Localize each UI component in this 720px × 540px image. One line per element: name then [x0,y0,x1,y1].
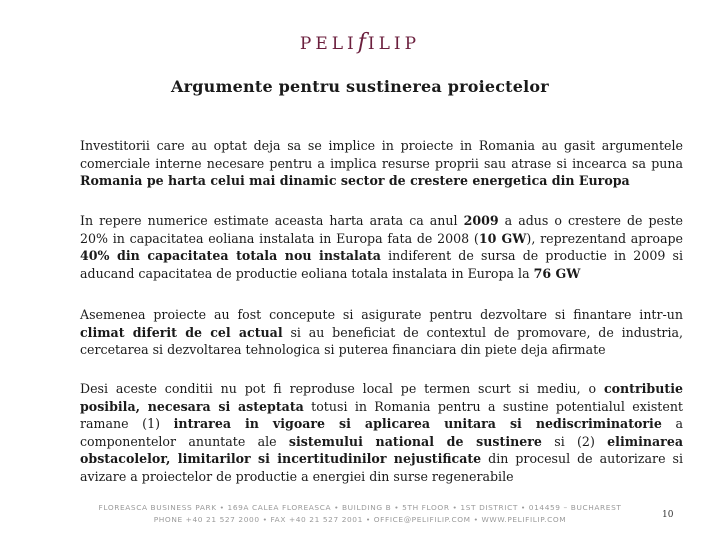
body-text: ), reprezentand aproape [526,230,683,246]
emphasis-text: contributie posibila, necesara si asteptata [80,381,683,414]
emphasis-text: sistemului national de sustinere [288,433,542,449]
body-text: si au beneficiat de contextul de promovare, de industria, cercetarea si dezvoltarea tehnologica si puterea financiara din piete deja afirmate [80,324,683,358]
body-text: indiferent de sursa de productie in 2009 si aducand capacitatea de productie eoliana totala instalata in Europa la [80,248,684,281]
page-number: 10 [662,510,674,520]
body-text: a componentelor anuntate ale [80,416,683,449]
logo-mark: f [357,30,368,55]
footer-address [0,502,720,526]
body-text: din procesul de autorizare si avizare a proiectelor de productie a energiei din surse regenerabile [80,451,683,484]
emphasis-text: intrarea in vigoare si aplicarea unitara si nediscriminatorie [173,416,662,432]
paragraph-4 [80,380,683,486]
footer-line-contact: PHONE +40 21 527 2000 • FAX +40 21 527 2001 • OFFICE@PELIFILIP.COM • WWW.PELIFILIP.COM [153,515,567,524]
footer-line-address: FLOREASCA BUSINESS PARK • 169A CALEA FLOREASCA • BUILDING B • 5TH FLOOR • 1ST DISTRICT • 014459 – BUCHAREST [98,503,622,512]
body-text: In repere numerice estimate aceasta harta arata ca anul [80,213,464,228]
logo-text-right: ILIP [367,34,421,54]
slide-title: Argumente pentru sustinerea proiectelor [171,77,549,96]
company-logo [0,30,720,55]
logo-text-left: PELI [299,34,358,54]
body-text: si (2) [541,433,608,449]
emphasis-text: climat diferit de cel actual [80,324,283,340]
emphasis-text: 40% din capacitatea totala nou instalata [80,248,381,264]
emphasis-text: Romania pe harta celui mai dinamic sector de crestere energetica din Europa [80,173,630,189]
body-text: Investitorii care au optat deja sa se implice in proiecte in Romania au gasit argumentele comerciale interne necesare pentru a implica resurse proprii sau atrase si incearca sa puna [80,138,683,171]
paragraph-3 [80,306,683,359]
emphasis-text: 2009 [463,213,499,228]
emphasis-text: 10 GW [478,230,527,246]
paragraph-1 [80,137,683,190]
body-text: totusi in Romania pentru a sustine potentialul existent ramane (1) [80,398,683,432]
emphasis-text: 76 GW [533,265,581,281]
paragraph-2 [80,212,683,282]
body-text: Asemenea proiecte au fost concepute si asigurate pentru dezvoltare si finantare intr-un [80,307,683,322]
emphasis-text: eliminarea obstacolelor, limitarilor si incertitudinilor nejustificate [80,433,683,467]
body-text: a adus o crestere de peste 20% in capacitatea eoliana instalata in Europa fata de 2008 ( [80,213,683,246]
body-text: Desi aceste conditii nu pot fi reproduse local pe termen scurt si mediu, o [80,381,604,396]
